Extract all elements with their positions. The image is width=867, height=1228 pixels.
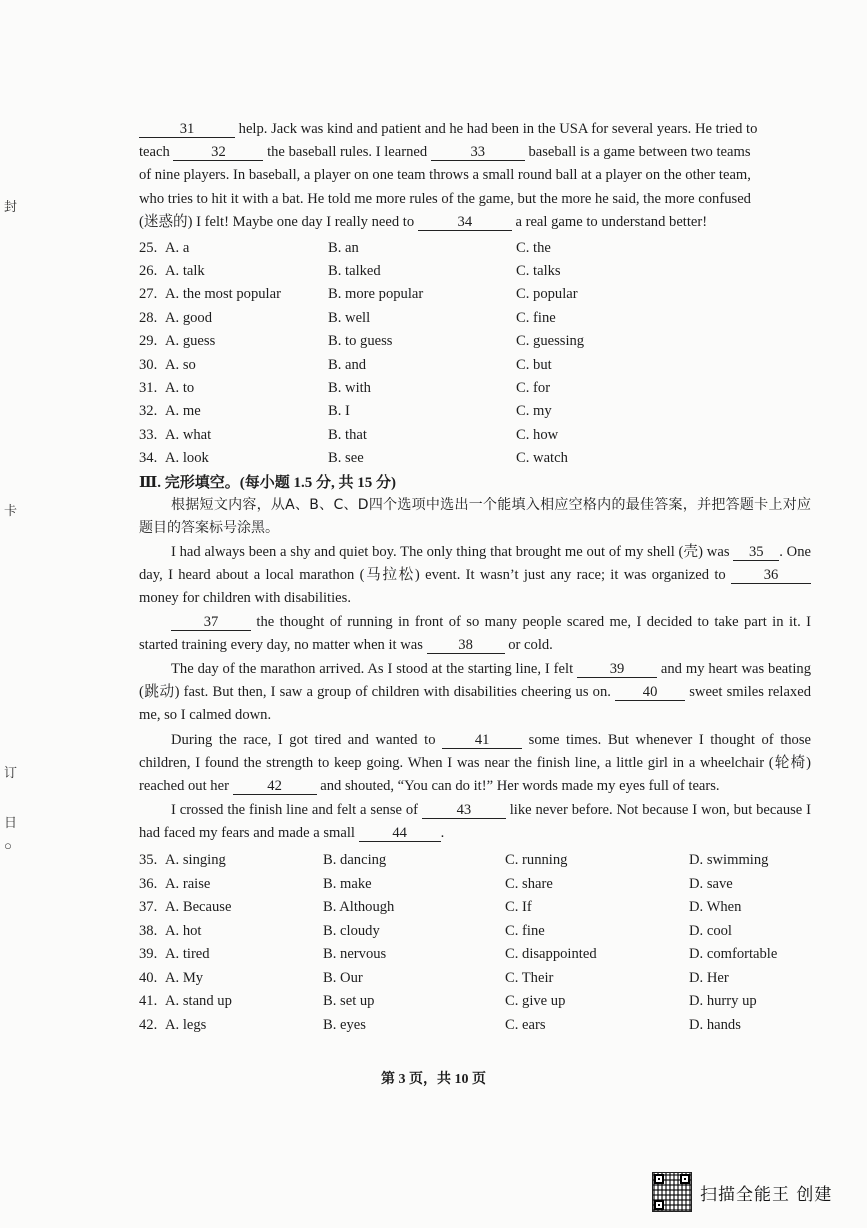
option-d[interactable]: D. cool — [689, 923, 732, 939]
option-a[interactable]: A. the most popular — [165, 286, 281, 302]
option-c[interactable]: C. the — [516, 240, 551, 256]
option-c[interactable]: C. my — [516, 403, 552, 419]
passage-1 — [139, 118, 811, 234]
blank-40: 40 — [615, 684, 685, 701]
blank-34: 34 — [418, 214, 512, 231]
blank-38: 38 — [427, 637, 505, 654]
option-a[interactable]: A. look — [165, 450, 209, 466]
option-b[interactable]: B. set up — [323, 993, 375, 1009]
exam-page: 封 卡 订 日 ○ 31 help. Jack was kind and patient and he had been in the USA for several years. He tried to teach 32 the baseball rules. I learned 33 baseball is a game between two teams of nine players. In baseball, a player on one team throws a small round ball at a player on the other team, who tries to hit it with a bat. He told me more rules of the game, but the more he said, the more confused (迷惑的) I felt! Maybe one day I really need to 34 a real game to understand better! 25. A. a B. an C. the 26. A. talk B. talked C. talks 27. A. the most popular B. more popular C. popular 28. A. good B. well C. fine 29. A. guess B. to guess C. guessing 30. A. so B. and C. but 31. A. to B. with C. for 32. A. me B. I C. my 33. A. what B. that C. how 34. A. look B. see C. watch Ⅲ. 完形填空。(每小题 1.5 分, 共 15 分) 根据短文内容，从A、B、C、D四个选项中选出一个能填入相应空格内的最佳答案，并把答题卡上对应题目的答案标号涂黑。 I had always been a shy and quiet boy. The only thing that brought me out of my shell (壳) was 35 . One day, I heard about a local marathon (马拉松) event. It wasn’t just any race; it was organized to 36 money for children with disabilities. 37 the thought of running in front of so many people scared me, I decided to take part in it. I started training every day, no matter when it was 38 or cold. The day of the marathon arrived. As I stood at the starting line, I felt 39 and my heart was beating (跳动) fast. But then, I saw a group of children with disabilities cheering us on. 40 sweet smiles relaxed me, so I calmed down. During the race, I got tired and wanted to 41 some times. But whenever I thought of those children, I found the strength to keep going. When I was near the finish line, a little girl in a wheelchair (轮椅) reached out her 42 and shouted, “You can do it!” Her words made my eyes full of tears. I crossed the finish line and felt a sense of 43 like never before. Not because I won, but because I had faced my fears and made a small 44 . 35. A. singing B. dancing C. running D. swimming 36. A. raise B. make C. share D. save 37. A. Because B. Although C. If D. When 38. A. hot B. cloudy C. fine D. cool 39. A. tired B. nervous C. disappointed D. comfortable 40. A. My B. Our C. Their D. Her 41. A. stand up B. set up C. give up D. hurry up 42. A. legs B. eyes C. ears D. hands 第 3 页，共 10 页 扫描全能王 创建 — [0, 0, 867, 1228]
option-c[interactable]: C. running — [505, 852, 568, 868]
blank-37: 37 — [171, 614, 251, 631]
edge-mark: 订 — [4, 765, 18, 780]
option-b[interactable]: B. an — [328, 240, 359, 256]
option-b[interactable]: B. Our — [323, 970, 363, 986]
option-a[interactable]: A. so — [165, 357, 196, 373]
option-b[interactable]: B. Although — [323, 899, 395, 915]
option-c[interactable]: C. fine — [516, 310, 556, 326]
option-d[interactable]: D. swimming — [689, 852, 769, 868]
option-a[interactable]: A. a — [165, 240, 190, 256]
option-b[interactable]: B. more popular — [328, 286, 424, 302]
option-b[interactable]: B. I — [328, 403, 350, 419]
option-d[interactable]: D. comfortable — [689, 946, 778, 962]
option-d[interactable]: D. Her — [689, 970, 729, 986]
option-a[interactable]: A. singing — [165, 852, 226, 868]
option-c[interactable]: C. for — [516, 380, 551, 396]
option-c[interactable]: C. how — [516, 427, 559, 443]
blank-44: 44 — [359, 825, 441, 842]
option-a[interactable]: A. Because — [165, 899, 232, 915]
option-a[interactable]: A. good — [165, 310, 213, 326]
option-b[interactable]: B. that — [328, 427, 367, 443]
edge-mark: 卡 — [4, 503, 18, 518]
option-b[interactable]: B. to guess — [328, 333, 393, 349]
option-b[interactable]: B. nervous — [323, 946, 387, 962]
option-b[interactable]: B. well — [328, 310, 371, 326]
blank-36: 36 — [731, 567, 811, 584]
option-a[interactable]: A. talk — [165, 263, 205, 279]
option-d[interactable]: D. hurry up — [689, 993, 757, 1009]
blank-31: 31 — [139, 121, 235, 138]
edge-mark: 封 — [4, 199, 18, 214]
section-heading: Ⅲ. 完形填空。(每小题 1.5 分, 共 15 分) — [139, 475, 397, 491]
passage-1-line: of nine players. In baseball, a player on one team throws a small round ball at a player on the other team, — [139, 167, 751, 184]
option-c[interactable]: C. fine — [505, 923, 545, 939]
option-b[interactable]: B. eyes — [323, 1017, 366, 1033]
scanner-watermark — [652, 1172, 832, 1212]
option-a[interactable]: A. what — [165, 427, 212, 443]
option-a[interactable]: A. guess — [165, 333, 216, 349]
option-c[interactable]: C. give up — [505, 993, 566, 1009]
option-c[interactable]: C. guessing — [516, 333, 585, 349]
blank-42: 42 — [233, 778, 317, 795]
option-c[interactable]: C. share — [505, 876, 553, 892]
passage-2-paragraph: I had always been a shy and quiet boy. The only thing that brought me out of my shell (壳) was 35 . One day, I heard about a local marathon (马拉松) event. It wasn’t just any race; it was organized to 36 money for children with disabilities. — [139, 544, 811, 607]
option-a[interactable]: A. hot — [165, 923, 202, 939]
section-instruction: 根据短文内容，从A、B、C、D四个选项中选出一个能填入相应空格内的最佳答案，并把答题卡上对应题目的答案标号涂黑。 — [139, 497, 811, 536]
option-b[interactable]: B. cloudy — [323, 923, 380, 939]
option-a[interactable]: A. tired — [165, 946, 210, 962]
option-b[interactable]: B. dancing — [323, 852, 387, 868]
option-c[interactable]: C. popular — [516, 286, 578, 302]
option-d[interactable]: D. hands — [689, 1017, 741, 1033]
passage-2-paragraph: The day of the marathon arrived. As I stood at the starting line, I felt 39 and my heart was beating (跳动) fast. But then, I saw a group of children with disabilities cheering us on. 40 sweet smiles relaxed me, so I calmed down. — [139, 661, 811, 724]
passage-1-line: who tries to hit it with a bat. He told me more rules of the game, but the more he said, the more confused — [139, 190, 751, 207]
option-a[interactable]: A. me — [165, 403, 201, 419]
blank-32: 32 — [173, 144, 263, 161]
option-d[interactable]: D. save — [689, 876, 733, 892]
option-a[interactable]: A. to — [165, 380, 195, 396]
option-c[interactable]: C. Their — [505, 970, 554, 986]
option-c[interactable]: C. but — [516, 357, 552, 373]
passage-2-paragraph: During the race, I got tired and wanted to 41 some times. But whenever I thought of those children, I found the strength to keep going. When I was near the finish line, a little girl in a wheelchair (轮椅) reached out her 42 and shouted, “You can do it!” Her words made my eyes full of tears. — [139, 732, 811, 795]
blank-39: 39 — [577, 661, 657, 678]
option-d[interactable]: D. When — [689, 899, 742, 915]
blank-35: 35 — [733, 544, 779, 561]
blank-33: 33 — [431, 144, 525, 161]
page-number: 第 3 页，共 10 页 — [381, 1072, 486, 1087]
edge-mark: 日 — [4, 815, 18, 830]
option-a[interactable]: A. My — [165, 970, 204, 986]
passage-1-line: 31 help. Jack was kind and patient and he had been in the USA for several years. He tried to — [139, 118, 811, 141]
blank-43: 43 — [422, 802, 506, 819]
passage-1-line: teach 32 the baseball rules. I learned 33 baseball is a game between two teams — [139, 144, 751, 161]
option-c[interactable]: C. talks — [516, 263, 561, 279]
option-a[interactable]: A. raise — [165, 876, 211, 892]
option-b[interactable]: B. with — [328, 380, 371, 396]
option-c[interactable]: C. If — [505, 899, 532, 915]
option-c[interactable]: C. watch — [516, 450, 568, 466]
option-c[interactable]: C. ears — [505, 1017, 546, 1033]
edge-mark: ○ — [4, 838, 12, 853]
option-b[interactable]: B. see — [328, 450, 364, 466]
option-b[interactable]: B. and — [328, 357, 367, 373]
option-b[interactable]: B. make — [323, 876, 372, 892]
passage-2-paragraph: I crossed the finish line and felt a sense of 43 like never before. Not because I won, but because I had faced my fears and made a small 44 . — [139, 802, 811, 842]
option-a[interactable]: A. stand up — [165, 993, 232, 1009]
option-b[interactable]: B. talked — [328, 263, 381, 279]
option-a[interactable]: A. legs — [165, 1017, 207, 1033]
qr-code-icon — [652, 1172, 692, 1212]
scanner-label: 扫描全能王 创建 — [700, 1184, 833, 1205]
blank-41: 41 — [442, 732, 522, 749]
option-c[interactable]: C. disappointed — [505, 946, 597, 962]
passage-1-line: (迷惑的) I felt! Maybe one day I really need to 34 a real game to understand better! — [139, 213, 708, 230]
passage-2-paragraph: 37 the thought of running in front of so many people scared me, I decided to take part in it. I started training every day, no matter when it was 38 or cold. — [139, 614, 811, 654]
